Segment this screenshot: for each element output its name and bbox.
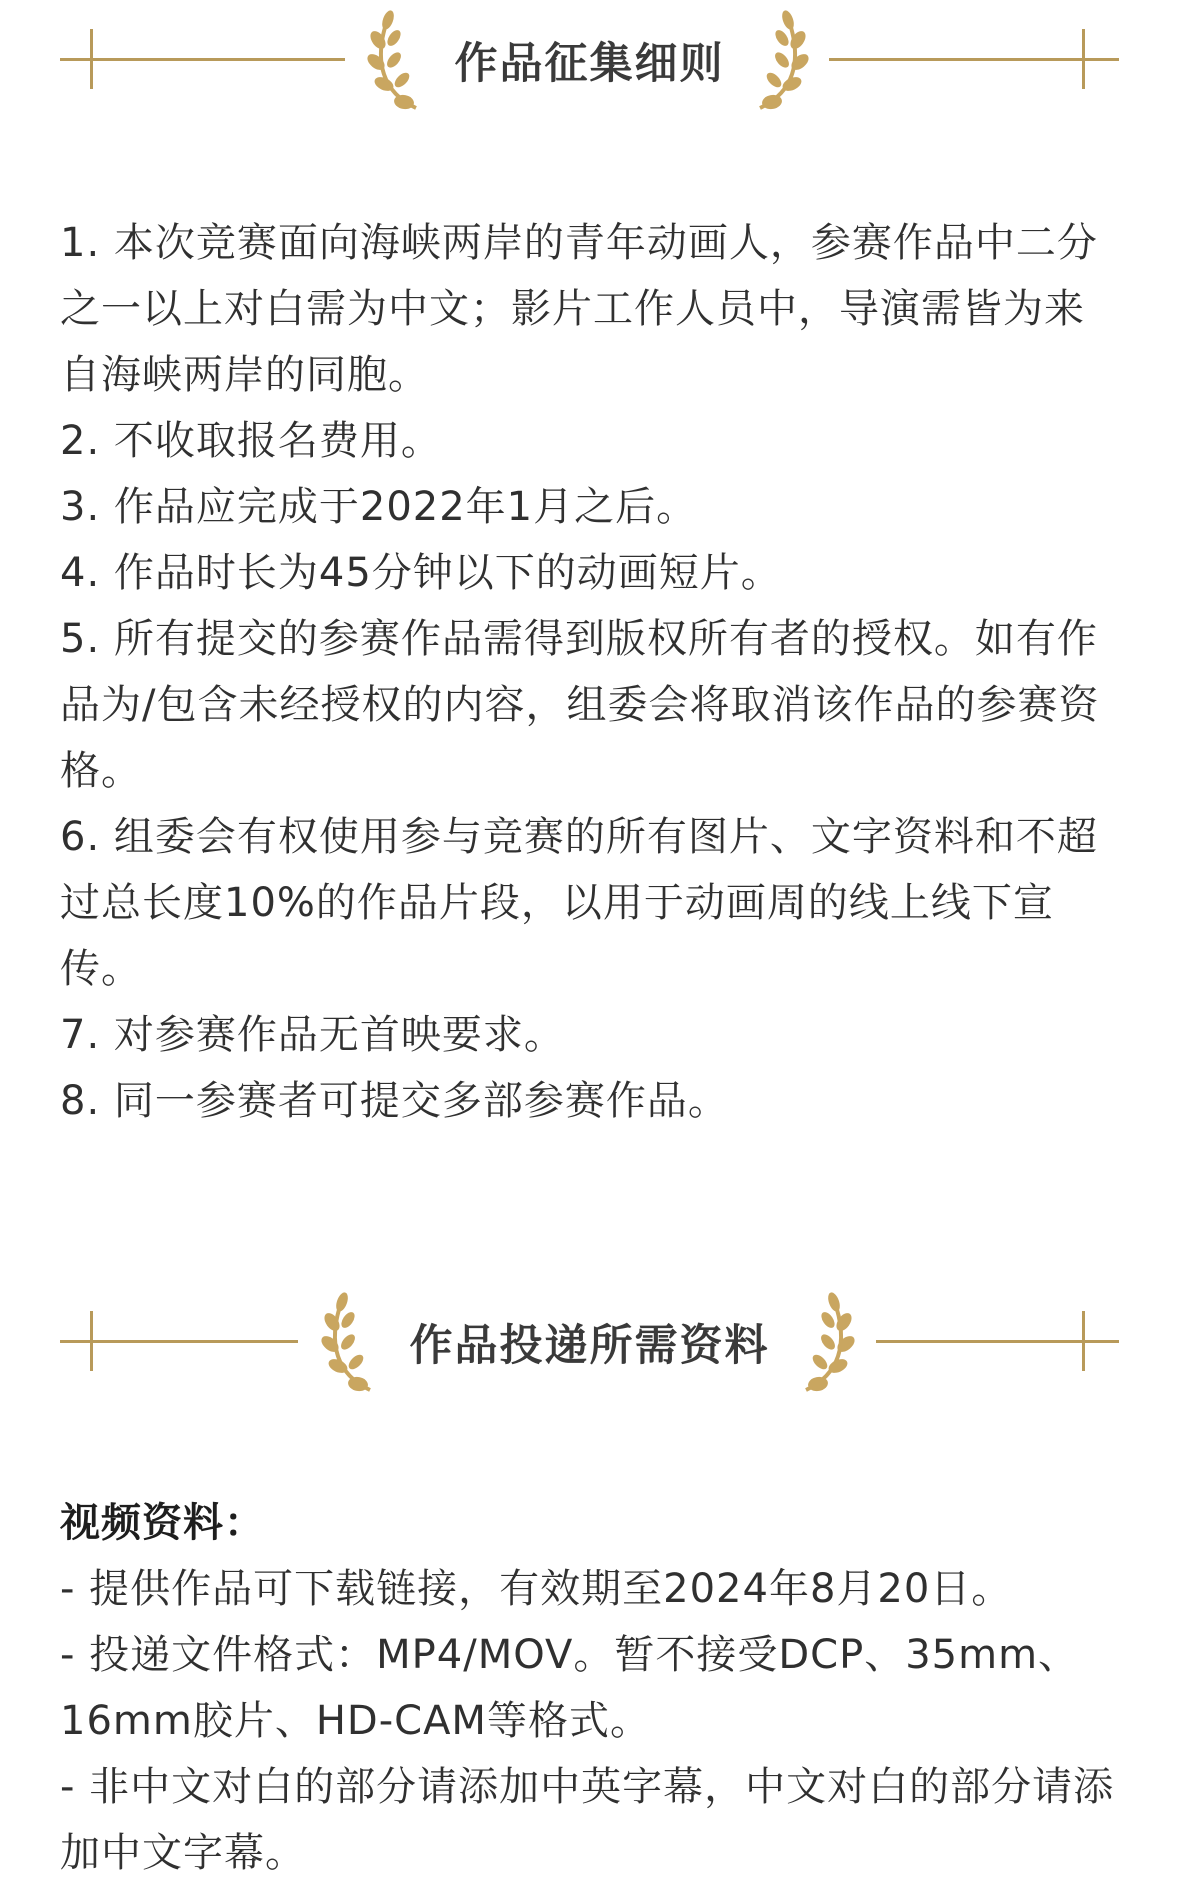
rule-item: 3. 作品应完成于2022年1月之后。 [60, 484, 698, 530]
rule-item: 7. 对参赛作品无首映要求。 [60, 1012, 565, 1058]
materials-item: - 投递文件格式：MP4/MOV。暂不接受DCP、35mm、16mm胶片、HD-CAM等格式。 [60, 1632, 1080, 1744]
section-header-rules [0, 0, 1179, 120]
section-header-materials [0, 1282, 1179, 1402]
section-title-rules: 作品征集细则 [454, 39, 725, 89]
rule-item: 8. 同一参赛者可提交多部参赛作品。 [60, 1078, 729, 1124]
video-materials-heading: 视频资料： [60, 1500, 265, 1546]
section-title-materials: 作品投递所需资料 [409, 1321, 770, 1371]
laurel-right-icon [752, 8, 812, 116]
rules-list [60, 210, 1120, 1134]
rule-item: 4. 作品时长为45分钟以下的动画短片。 [60, 550, 782, 596]
materials-item: - 提供作品可下载链接，有效期至2024年8月20日。 [60, 1566, 1013, 1612]
rule-item: 1. 本次竞赛面向海峡两岸的青年动画人，参赛作品中二分之一以上对白需为中文；影片工作人员中，导演需皆为来自海峡两岸的同胞。 [60, 220, 1098, 398]
rule-item: 5. 所有提交的参赛作品需得到版权所有者的授权。如有作品为/包含未经授权的内容，组委会将取消该作品的参赛资格。 [60, 616, 1100, 794]
rule-item: 6. 组委会有权使用参与竞赛的所有图片、文字资料和不超过总长度10%的作品片段，以用于动画周的线上线下宣传。 [60, 814, 1098, 992]
laurel-right-icon [798, 1290, 858, 1398]
materials-list [60, 1490, 1120, 1886]
rule-item: 2. 不收取报名费用。 [60, 418, 442, 464]
materials-item: - 非中文对白的部分请添加中英字幕，中文对白的部分请添加中文字幕。 [60, 1764, 1115, 1876]
